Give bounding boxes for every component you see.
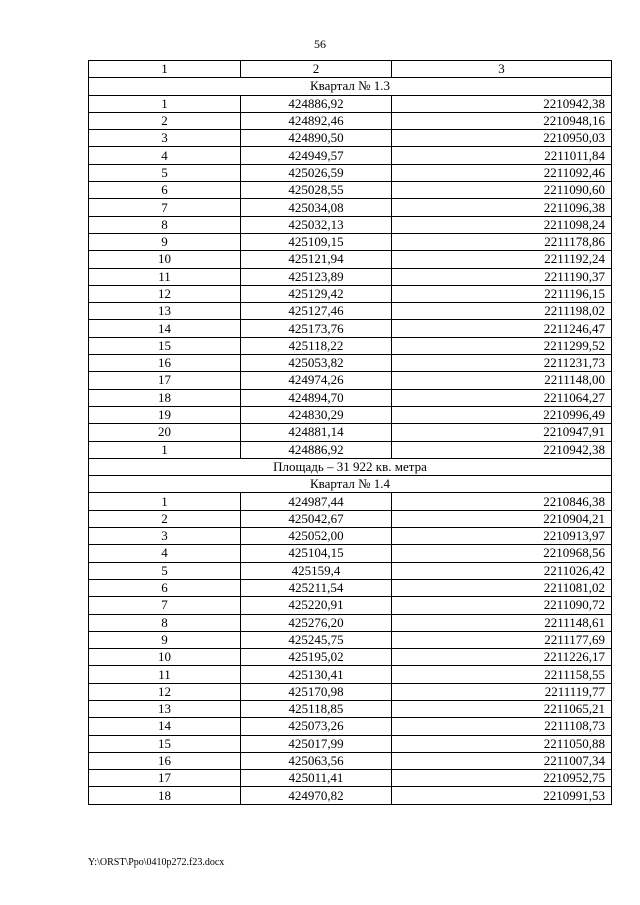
point-number-cell: 14: [89, 718, 241, 735]
x-coordinate-cell: 425026,59: [241, 164, 392, 181]
x-coordinate-cell: 424949,57: [241, 147, 392, 164]
area-row: [89, 458, 612, 475]
y-coordinate-cell: 2210947,91: [392, 424, 612, 441]
x-coordinate-cell: 425109,15: [241, 233, 392, 250]
x-coordinate-cell: 424974,26: [241, 372, 392, 389]
x-coordinate-cell: 425011,41: [241, 770, 392, 787]
y-coordinate-cell: 2211081,02: [392, 579, 612, 596]
point-number-cell: 5: [89, 562, 241, 579]
section-title-row: [89, 78, 612, 95]
table-row: [89, 389, 612, 406]
table-row: [89, 493, 612, 510]
y-coordinate-cell: 2211196,15: [392, 285, 612, 302]
table-row: [89, 666, 612, 683]
table-row: [89, 372, 612, 389]
y-coordinate-cell: 2210968,56: [392, 545, 612, 562]
table-row: [89, 510, 612, 527]
table-row: [89, 787, 612, 804]
point-number-cell: 20: [89, 424, 241, 441]
point-number-cell: 7: [89, 597, 241, 614]
x-coordinate-cell: 425073,26: [241, 718, 392, 735]
point-number-cell: 10: [89, 251, 241, 268]
table-row: [89, 320, 612, 337]
table-row: [89, 233, 612, 250]
x-coordinate-cell: 425173,76: [241, 320, 392, 337]
table-row: [89, 182, 612, 199]
point-number-cell: 17: [89, 770, 241, 787]
table-row: [89, 337, 612, 354]
section-title-row: [89, 476, 612, 493]
point-number-cell: 10: [89, 649, 241, 666]
y-coordinate-cell: 2211198,02: [392, 303, 612, 320]
point-number-cell: 2: [89, 510, 241, 527]
x-coordinate-cell: 425042,67: [241, 510, 392, 527]
table-row: [89, 614, 612, 631]
point-number-cell: 15: [89, 735, 241, 752]
point-number-cell: 11: [89, 666, 241, 683]
x-coordinate-cell: 425159,4: [241, 562, 392, 579]
x-coordinate-cell: 425129,42: [241, 285, 392, 302]
table-row: [89, 752, 612, 769]
y-coordinate-cell: 2210948,16: [392, 112, 612, 129]
point-number-cell: 13: [89, 303, 241, 320]
y-coordinate-cell: 2211011,84: [392, 147, 612, 164]
table-row: [89, 406, 612, 423]
table-row: [89, 147, 612, 164]
point-number-cell: 7: [89, 199, 241, 216]
table-row: [89, 562, 612, 579]
y-coordinate-cell: 2210904,21: [392, 510, 612, 527]
x-coordinate-cell: 425104,15: [241, 545, 392, 562]
y-coordinate-cell: 2211007,34: [392, 752, 612, 769]
y-coordinate-cell: 2211119,77: [392, 683, 612, 700]
y-coordinate-cell: 2211026,42: [392, 562, 612, 579]
y-coordinate-cell: 2210913,97: [392, 528, 612, 545]
x-coordinate-cell: 425127,46: [241, 303, 392, 320]
y-coordinate-cell: 2211226,17: [392, 649, 612, 666]
y-coordinate-cell: 2210952,75: [392, 770, 612, 787]
x-coordinate-cell: 425123,89: [241, 268, 392, 285]
y-coordinate-cell: 2211050,88: [392, 735, 612, 752]
table-row: [89, 631, 612, 648]
point-number-cell: 6: [89, 579, 241, 596]
y-coordinate-cell: 2211177,69: [392, 631, 612, 648]
point-number-cell: 19: [89, 406, 241, 423]
x-coordinate-cell: 424881,14: [241, 424, 392, 441]
point-number-cell: 11: [89, 268, 241, 285]
page-number: 56: [314, 37, 326, 51]
x-coordinate-cell: 424890,50: [241, 130, 392, 147]
table-row: [89, 95, 612, 112]
point-number-cell: 17: [89, 372, 241, 389]
point-number-cell: 5: [89, 164, 241, 181]
y-coordinate-cell: 2211098,24: [392, 216, 612, 233]
area-cell: Площадь – 31 922 кв. метра: [89, 458, 612, 475]
table-row: [89, 268, 612, 285]
y-coordinate-cell: 2211190,37: [392, 268, 612, 285]
table-row: [89, 718, 612, 735]
point-number-cell: 8: [89, 614, 241, 631]
table-row: [89, 251, 612, 268]
table-row: [89, 285, 612, 302]
coordinates-table: [88, 60, 612, 805]
table-row: [89, 216, 612, 233]
y-coordinate-cell: 2210991,53: [392, 787, 612, 804]
file-path-footer: Y:\ORST\Ppo\0410p272.f23.docx: [88, 857, 225, 868]
y-coordinate-cell: 2211158,55: [392, 666, 612, 683]
point-number-cell: 16: [89, 355, 241, 372]
x-coordinate-cell: 425121,94: [241, 251, 392, 268]
section-title: Квартал № 1.4: [89, 476, 612, 493]
table-row: [89, 424, 612, 441]
y-coordinate-cell: 2211231,73: [392, 355, 612, 372]
point-number-cell: 13: [89, 700, 241, 717]
x-coordinate-cell: 425053,82: [241, 355, 392, 372]
point-number-cell: 18: [89, 787, 241, 804]
y-coordinate-cell: 2211092,46: [392, 164, 612, 181]
x-coordinate-cell: 425017,99: [241, 735, 392, 752]
y-coordinate-cell: 2211178,86: [392, 233, 612, 250]
point-number-cell: 14: [89, 320, 241, 337]
x-coordinate-cell: 425195,02: [241, 649, 392, 666]
x-coordinate-cell: 424886,92: [241, 441, 392, 458]
y-coordinate-cell: 2210846,38: [392, 493, 612, 510]
x-coordinate-cell: 425118,85: [241, 700, 392, 717]
x-coordinate-cell: 424894,70: [241, 389, 392, 406]
x-coordinate-cell: 425052,00: [241, 528, 392, 545]
y-coordinate-cell: 2210942,38: [392, 441, 612, 458]
point-number-cell: 1: [89, 95, 241, 112]
table-row: [89, 528, 612, 545]
table-row: [89, 164, 612, 181]
point-number-cell: 15: [89, 337, 241, 354]
y-coordinate-cell: 2211108,73: [392, 718, 612, 735]
point-number-cell: 18: [89, 389, 241, 406]
x-coordinate-cell: 424830,29: [241, 406, 392, 423]
table-row: [89, 441, 612, 458]
y-coordinate-cell: 2211148,61: [392, 614, 612, 631]
table-row: [89, 770, 612, 787]
point-number-cell: 8: [89, 216, 241, 233]
x-coordinate-cell: 425276,20: [241, 614, 392, 631]
coordinates-table-body: [89, 61, 612, 805]
table-row: [89, 112, 612, 129]
x-coordinate-cell: 425170,98: [241, 683, 392, 700]
y-coordinate-cell: 2211090,60: [392, 182, 612, 199]
y-coordinate-cell: 2210942,38: [392, 95, 612, 112]
point-number-cell: 4: [89, 545, 241, 562]
header-cell-1: 1: [89, 61, 241, 78]
x-coordinate-cell: 425220,91: [241, 597, 392, 614]
table-row: [89, 579, 612, 596]
table-row: [89, 683, 612, 700]
y-coordinate-cell: 2211064,27: [392, 389, 612, 406]
point-number-cell: 1: [89, 493, 241, 510]
point-number-cell: 3: [89, 528, 241, 545]
table-header-row: [89, 61, 612, 78]
x-coordinate-cell: 425034,08: [241, 199, 392, 216]
y-coordinate-cell: 2211148,00: [392, 372, 612, 389]
table-row: [89, 130, 612, 147]
point-number-cell: 6: [89, 182, 241, 199]
header-cell-2: 2: [241, 61, 392, 78]
y-coordinate-cell: 2210996,49: [392, 406, 612, 423]
point-number-cell: 9: [89, 233, 241, 250]
table-row: [89, 545, 612, 562]
x-coordinate-cell: 424892,46: [241, 112, 392, 129]
y-coordinate-cell: 2210950,03: [392, 130, 612, 147]
y-coordinate-cell: 2211096,38: [392, 199, 612, 216]
y-coordinate-cell: 2211299,52: [392, 337, 612, 354]
x-coordinate-cell: 425063,56: [241, 752, 392, 769]
table-row: [89, 735, 612, 752]
y-coordinate-cell: 2211090,72: [392, 597, 612, 614]
point-number-cell: 9: [89, 631, 241, 648]
table-row: [89, 597, 612, 614]
x-coordinate-cell: 424987,44: [241, 493, 392, 510]
x-coordinate-cell: 425245,75: [241, 631, 392, 648]
point-number-cell: 12: [89, 285, 241, 302]
point-number-cell: 2: [89, 112, 241, 129]
x-coordinate-cell: 425028,55: [241, 182, 392, 199]
x-coordinate-cell: 425130,41: [241, 666, 392, 683]
x-coordinate-cell: 425118,22: [241, 337, 392, 354]
table-row: [89, 199, 612, 216]
table-row: [89, 303, 612, 320]
table-row: [89, 700, 612, 717]
y-coordinate-cell: 2211246,47: [392, 320, 612, 337]
point-number-cell: 1: [89, 441, 241, 458]
table-row: [89, 649, 612, 666]
table-row: [89, 355, 612, 372]
point-number-cell: 3: [89, 130, 241, 147]
x-coordinate-cell: 424886,92: [241, 95, 392, 112]
y-coordinate-cell: 2211192,24: [392, 251, 612, 268]
point-number-cell: 4: [89, 147, 241, 164]
point-number-cell: 16: [89, 752, 241, 769]
section-title: Квартал № 1.3: [89, 78, 612, 95]
header-cell-3: 3: [392, 61, 612, 78]
x-coordinate-cell: 424970,82: [241, 787, 392, 804]
point-number-cell: 12: [89, 683, 241, 700]
y-coordinate-cell: 2211065,21: [392, 700, 612, 717]
x-coordinate-cell: 425032,13: [241, 216, 392, 233]
x-coordinate-cell: 425211,54: [241, 579, 392, 596]
